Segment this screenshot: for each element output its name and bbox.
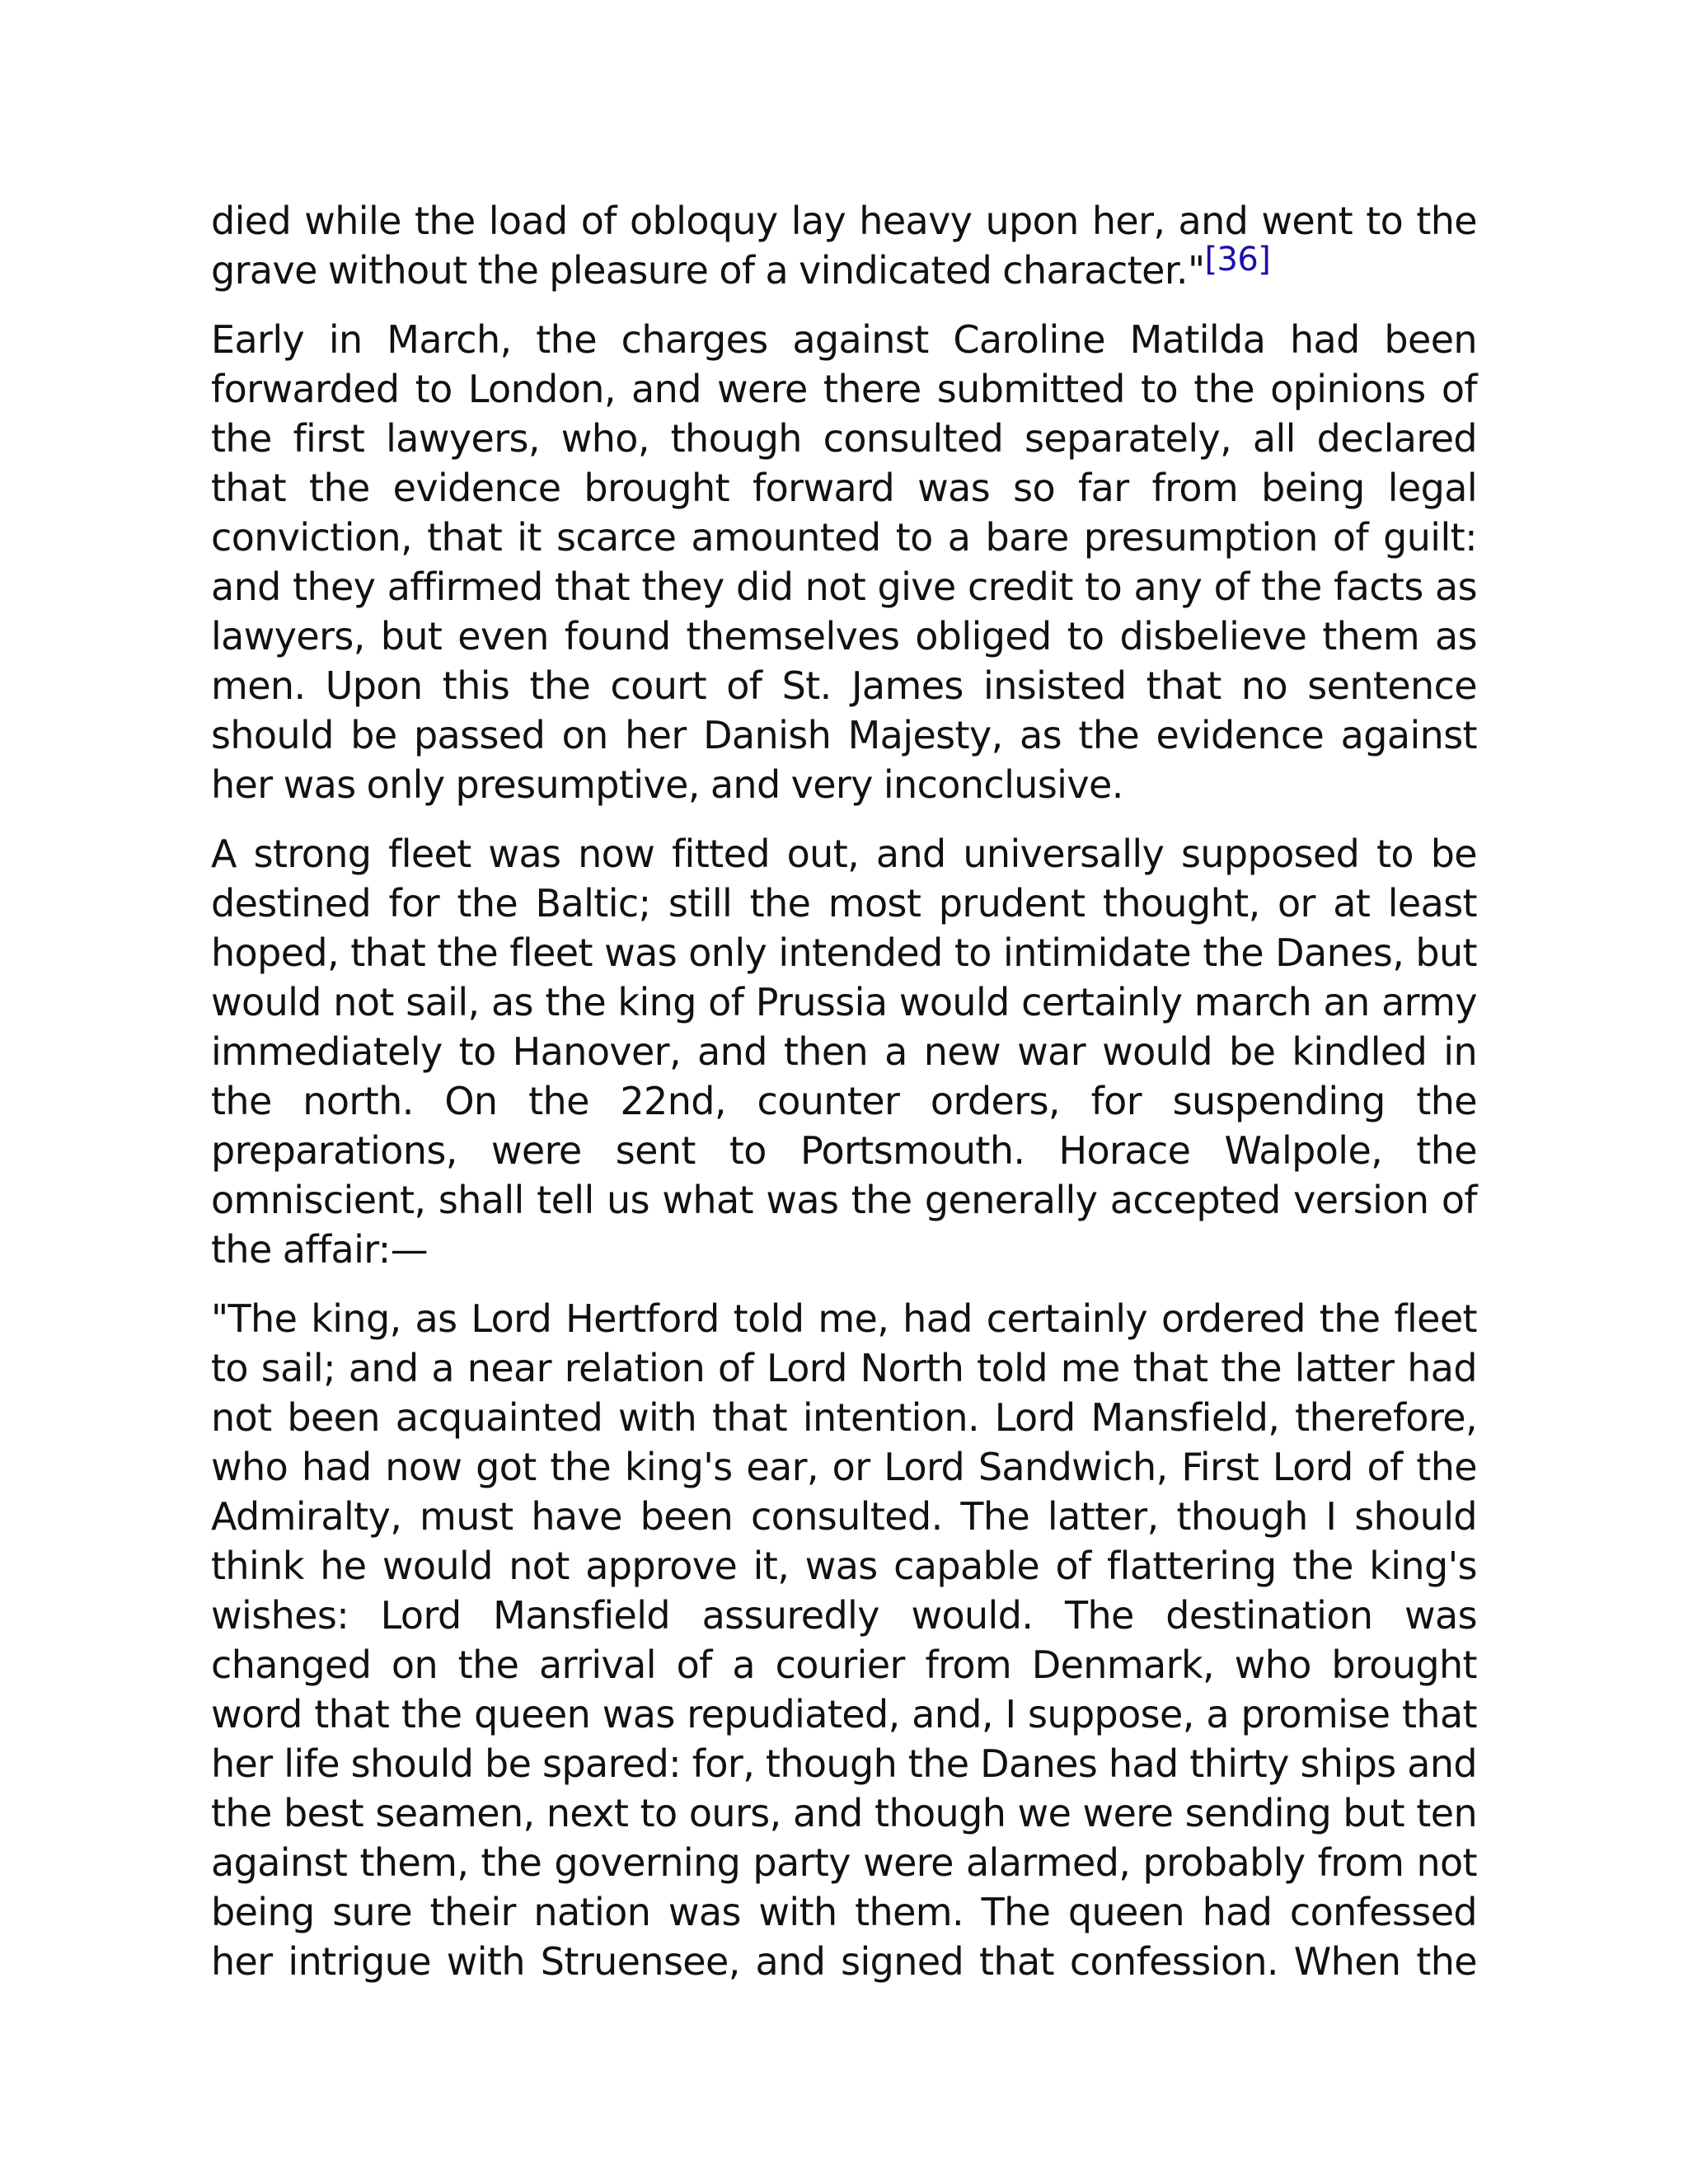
footnote-link[interactable]: [36]	[1204, 241, 1271, 279]
paragraph-2: Early in March, the charges against Caroline Matilda had been forwarded to London, and were there submitted to the opinions of the first lawyers, who, though consulted separately, all declared that the evidence brought forward was so far from being legal conviction, that it scarce amounted to a bare presumption of guilt: and they affirmed that they did not give credit to any of the facts as lawyers, but even found themselves obliged to disbelieve them as men. Upon this the court of St. James insisted that no sentence should be passed on her Danish Majesty, as the evidence against her was only presumptive, and very inconclusive.	[211, 317, 1477, 807]
paragraph-3: A strong fleet was now fitted out, and universally supposed to be destined for the Baltic; still the most prudent thought, or at least hoped, that the fleet was only intended to intimidate the Danes, but would not sail, as the king of Prussia would certainly march an army immediately to Hanover, and then a new war would be kindled in the north. On the 22nd, counter orders, for suspending the preparations, were sent to Portsmouth. Horace Walpole, the omniscient, shall tell us what was the generally accepted version of the affair:—	[211, 832, 1477, 1272]
document-page	[211, 196, 1477, 2006]
paragraph-4: "The king, as Lord Hertford told me, had certainly ordered the fleet to sail; and a near relation of Lord North told me that the latter had not been acquainted with that intention. Lord Mansfield, therefore, who had now got the king's ear, or Lord Sandwich, First Lord of the Admiralty, must have been consulted. The latter, though I should think he would not approve it, was capable of flattering the king's wishes: Lord Mansfield assuredly would. The destination was changed on the arrival of a courier from Denmark, who brought word that the queen was repudiated, and, I suppose, a promise that her life should be spared: for, though the Danes had thirty ships and the best seamen, next to ours, and though we were sending but ten against them, the governing party were alarmed, probably from not being sure their nation was with them. The queen had confessed her intrigue with Struensee, and signed that confession. When the	[211, 1296, 1477, 1984]
paragraph-1	[211, 196, 1477, 295]
paragraph-1-text: died while the load of obloquy lay heavy upon her, and went to the grave without the pleasure of a vindicated character."	[211, 199, 1477, 293]
